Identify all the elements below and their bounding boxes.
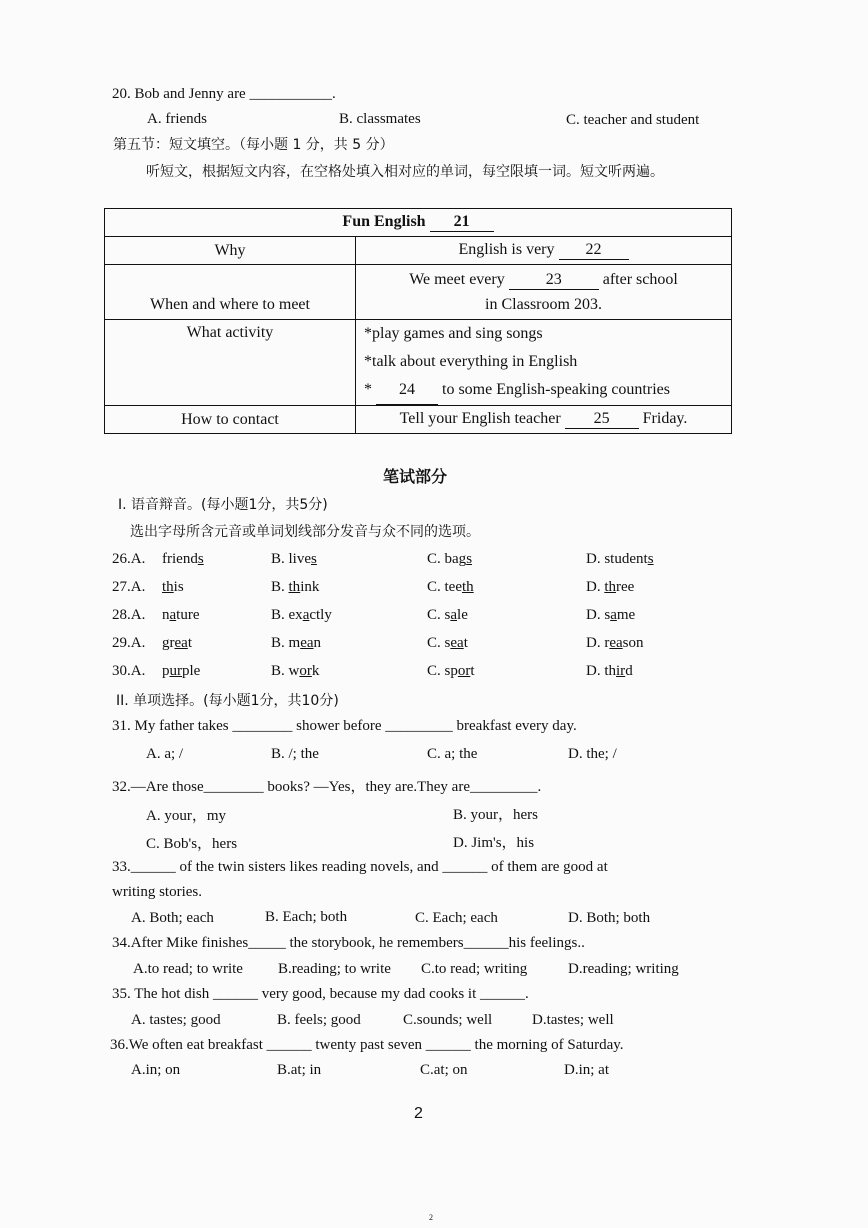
q31-option-a: A. a; / <box>146 746 184 762</box>
q32-option-d: D. Jim's，his <box>453 835 535 851</box>
phonics-num: 29.A. <box>112 635 146 651</box>
phonics-option-d: D. three <box>586 579 635 595</box>
page-number-small: 2 <box>429 1213 433 1222</box>
phonics-option-b: B. work <box>271 663 320 679</box>
phonics-option-d: D. reason <box>586 635 644 651</box>
table-title <box>105 209 732 237</box>
phonics-option-b: B. lives <box>271 551 317 567</box>
q35-option-b: B. feels; good <box>277 1012 361 1028</box>
contact-text-2: Friday. <box>642 410 688 427</box>
row-when-label: When and where to meet <box>105 265 356 320</box>
phonics-option-b: B. mean <box>271 635 322 651</box>
q32-option-a: A. your，my <box>146 808 226 824</box>
blank-21: 21 <box>430 213 494 232</box>
q20-option-c: C. teacher and student <box>566 112 700 128</box>
contact-text-1: Tell your English teacher <box>399 410 561 427</box>
q36-stem: 36.We often eat breakfast ______ twenty past seven ______ the morning of Saturday. <box>110 1037 624 1053</box>
when-text-1: We meet every <box>409 270 505 288</box>
q32-option-c: C. Bob's，hers <box>146 836 238 852</box>
q35-stem: 35. The hot dish ______ very good, because my dad cooks it ______. <box>112 986 529 1002</box>
phonics-option-a: nature <box>162 607 200 623</box>
q33-option-d: D. Both; both <box>568 910 651 926</box>
table-title-text: Fun English <box>342 213 426 230</box>
q33-option-a: A. Both; each <box>131 910 214 926</box>
q33-stem-2: writing stories. <box>112 884 202 900</box>
phonics-option-c: C. sale <box>427 607 468 623</box>
q35-option-a: A. tastes; good <box>131 1012 221 1028</box>
when-text-3: in Classroom 203. <box>485 295 602 313</box>
q34-option-c: C.to read; writing <box>421 961 528 977</box>
blank-24: 24 <box>376 376 438 405</box>
q31-option-d: D. the; / <box>568 746 617 762</box>
activity-line-2: *talk about everything in English <box>364 353 578 370</box>
q32-option-b: B. your，hers <box>453 807 538 823</box>
phonics-option-c: C. seat <box>427 635 468 651</box>
activity-line-3: to some English-speaking countries <box>442 381 670 398</box>
phonics-option-b: B. exactly <box>271 607 332 623</box>
q36-option-d: D.in; at <box>564 1062 609 1078</box>
row-contact-content <box>356 406 732 434</box>
blank-22: 22 <box>559 241 629 260</box>
q36-option-b: B.at; in <box>277 1062 322 1078</box>
phonics-num: 28.A. <box>112 607 146 623</box>
row-why-content <box>356 237 732 265</box>
phonics-option-b: B. think <box>271 579 320 595</box>
q31-option-b: B. /; the <box>271 746 319 762</box>
row-activity-content <box>356 320 732 406</box>
q36-option-c: C.at; on <box>420 1062 468 1078</box>
activity-bullet: * <box>364 381 372 398</box>
phonics-num: 26.A. <box>112 551 146 567</box>
q35-option-c: C.sounds; well <box>403 1012 493 1028</box>
when-text-2: after school <box>602 270 678 288</box>
written-part-title: 笔试部分 <box>383 467 448 486</box>
q31-option-c: C. a; the <box>427 746 478 762</box>
phonics-option-d: D. third <box>586 663 633 679</box>
phonics-option-d: D. same <box>586 607 636 623</box>
row-why-label: Why <box>105 237 356 265</box>
q33-option-b: B. Each; both <box>265 909 348 925</box>
q34-option-d: D.reading; writing <box>568 961 679 977</box>
why-text: English is very <box>458 241 555 258</box>
phonics-option-a: purple <box>162 663 201 679</box>
section5-title: 第五节：短文填空。（每小题 1 分，共 5 分） <box>113 137 394 153</box>
q20-option-a: A. friends <box>147 111 207 127</box>
q32-stem: 32.—Are those________ books? —Yes，they are.They are_________. <box>112 779 542 795</box>
blank-23: 23 <box>509 271 599 290</box>
phonics-option-c: C. bags <box>427 551 473 567</box>
section5-instruction: 听短文，根据短文内容，在空格处填入相对应的单词，每空限填一词。短文听两遍。 <box>146 164 664 180</box>
phonics-option-a: friends <box>162 551 204 567</box>
phonics-option-d: D. students <box>586 551 654 567</box>
q36-option-a: A.in; on <box>131 1062 181 1078</box>
q20-option-b: B. classmates <box>339 111 421 127</box>
part1-title: I. 语音辩音。(每小题1分，共5分) <box>118 497 328 513</box>
activity-line-1: *play games and sing songs <box>364 325 543 342</box>
q31-stem: 31. My father takes ________ shower before _________ breakfast every day. <box>112 718 577 734</box>
fun-english-table <box>104 208 732 434</box>
row-contact-label: How to contact <box>105 406 356 434</box>
part1-instruction: 选出字母所含元音或单词划线部分发音与众不同的选项。 <box>130 524 480 540</box>
q34-option-b: B.reading; to write <box>278 961 391 977</box>
q35-option-d: D.tastes; well <box>532 1012 614 1028</box>
q34-option-a: A.to read; to write <box>133 961 243 977</box>
row-activity-label: What activity <box>105 320 356 406</box>
phonics-num: 30.A. <box>112 663 146 679</box>
phonics-num: 27.A. <box>112 579 146 595</box>
phonics-option-c: C. teeth <box>427 579 474 595</box>
row-when-content <box>356 265 732 320</box>
phonics-option-c: C. sport <box>427 663 475 679</box>
page-number: 2 <box>414 1105 423 1122</box>
q33-stem: 33.______ of the twin sisters likes reading novels, and ______ of them are good at <box>112 859 608 875</box>
part2-title: II. 单项选择。(每小题1分，共10分) <box>116 693 339 709</box>
blank-25: 25 <box>565 410 639 429</box>
q33-option-c: C. Each; each <box>415 910 498 926</box>
phonics-option-a: this <box>162 579 184 595</box>
question-20-stem: 20. Bob and Jenny are ___________. <box>112 86 336 102</box>
q34-stem: 34.After Mike finishes_____ the storybook, he remembers______his feelings.. <box>112 935 585 951</box>
phonics-option-a: great <box>162 635 192 651</box>
